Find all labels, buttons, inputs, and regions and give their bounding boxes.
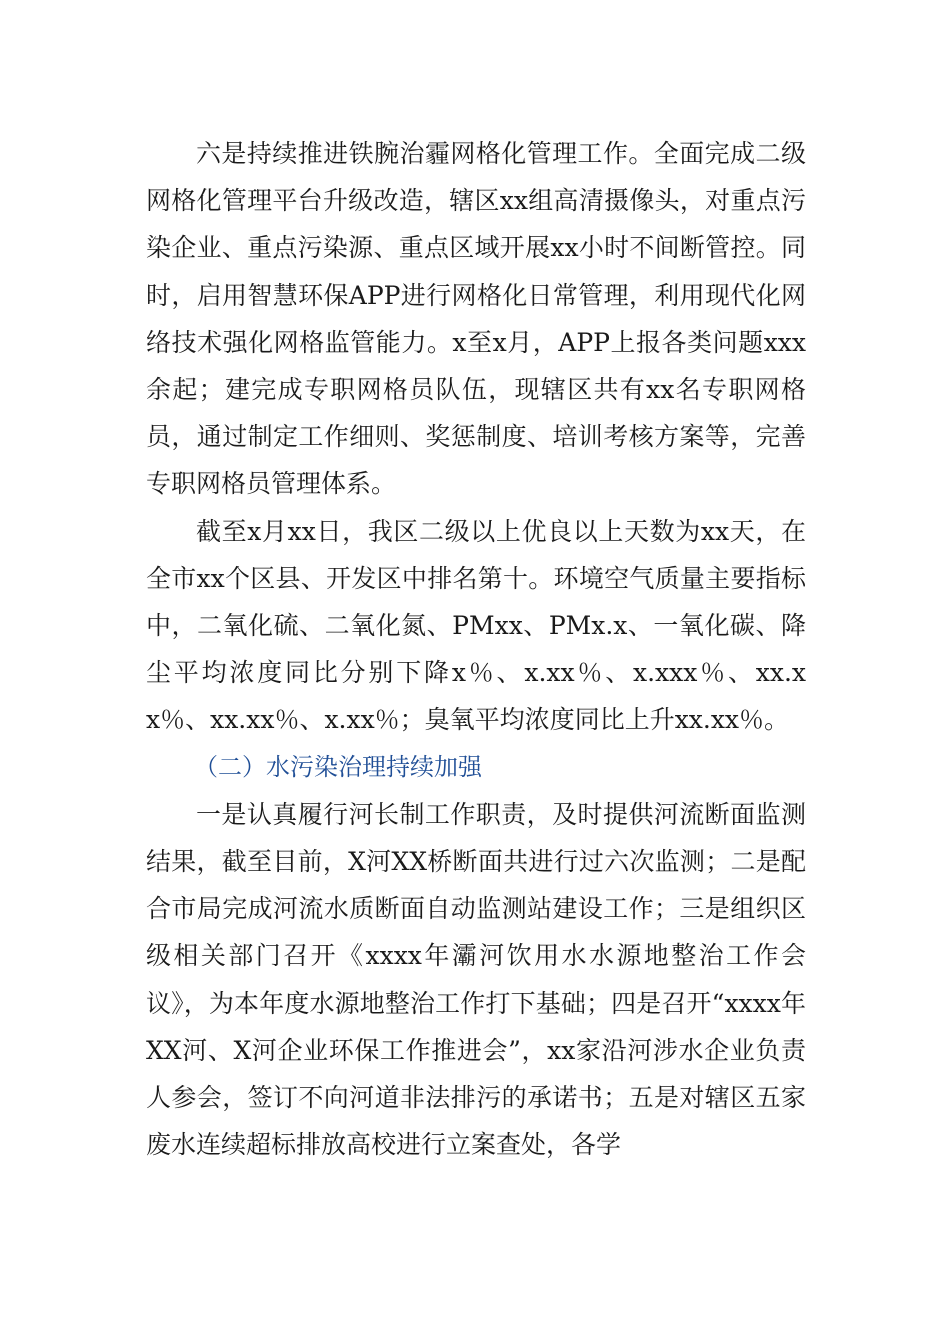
paragraph-air-quality: 截至x月xx日，我区二级以上优良以上天数为xx天，在全市xx个区县、开发区中排名第十。环境空气质量主要指标中，二氧化硫、二氧化氮、PMxx、PMx.x、一氧化碳、降尘平均浓度同比分别下降x％、x.xx％、x.xxx％、xx.xx％、xx.xx％、x.xx％；臭氧平均浓度同比上升xx.xx％。 [146,516,806,735]
paragraph-grid-management: 六是持续推进铁腕治霾网格化管理工作。全面完成二级网格化管理平台升级改造，辖区xx组高清摄像头，对重点污染企业、重点污染源、重点区域开展xx小时不间断管控。同时，启用智慧环保APP进行网格化日常管理，利用现代化网络技术强化网格监管能力。x至x月，APP上报各类问题xxx余起；建完成专职网格员队伍，现辖区共有xx名专职网格员，通过制定工作细则、奖惩制度、培训考核方案等，完善专职网格员管理体系。 [146,139,806,499]
section-heading-water-pollution: （二）水污染治理持续加强 [194,752,482,781]
paragraph-river-chief: 一是认真履行河长制工作职责，及时提供河流断面监测结果，截至目前，X河XX桥断面共进行过六次监测；二是配合市局完成河流水质断面自动监测站建设工作；三是组织区级相关部门召开《xxxx年灞河饮用水水源地整治工作会议》，为本年度水源地整治工作打下基础；四是召开“xxxx年XX河、X河企业环保工作推进会”，xx家沿河涉水企业负责人参会，签订不向河道非法排污的承诺书；五是对辖区五家废水连续超标排放高校进行立案查处，各学 [146,799,806,1160]
document-body [146,130,806,1168]
